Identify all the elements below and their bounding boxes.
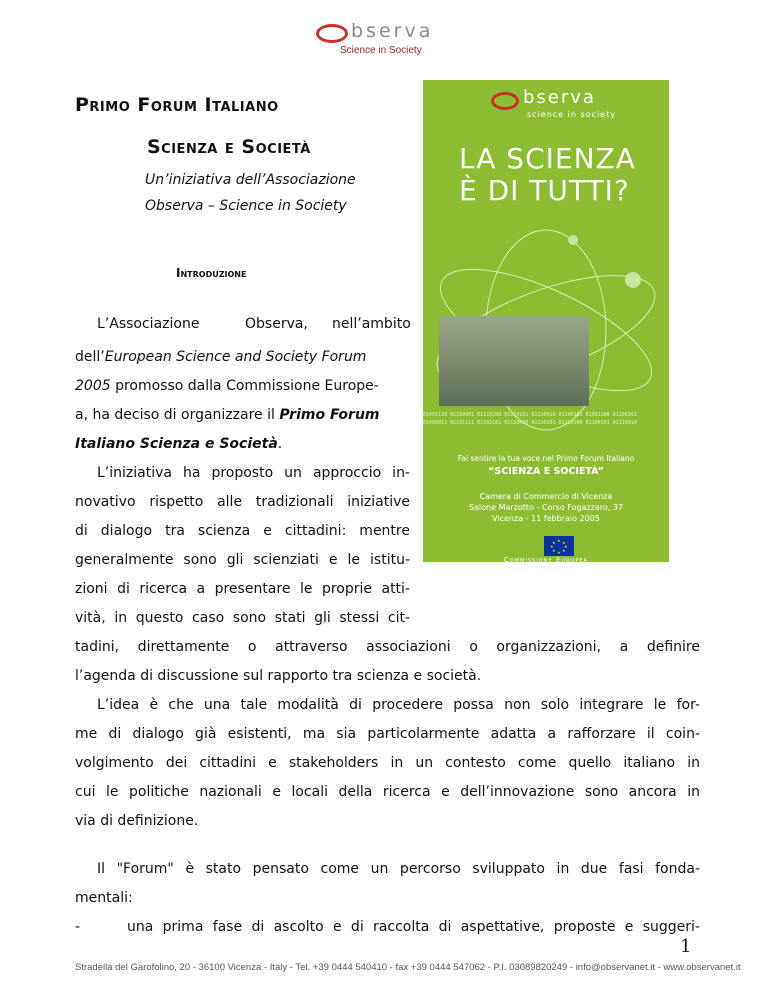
text-run: promosso dalla Commissione Europe- (110, 378, 379, 394)
poster-logo-wordmark: bserva (523, 87, 596, 108)
poster-eu-label: Commissione Europea (504, 556, 588, 562)
event-poster-image (423, 80, 669, 562)
paragraph-line: volgimento dei cittadini e stakeholders in un contesto come quello italiano in (75, 755, 700, 771)
poster-event-name: “SCIENZA E SOCIETÀ” (488, 466, 604, 477)
paragraph-line (75, 407, 410, 424)
emphasis: 2005 (75, 378, 111, 394)
paragraph-line: mentali: (75, 890, 133, 906)
document-title-line-2: Scienza e Società (147, 136, 311, 158)
word: L’Associazione (97, 316, 200, 332)
strong-emphasis: Primo Forum (279, 407, 380, 423)
paragraph-line: zioni di ricerca a presentare le proprie atti- (75, 581, 410, 597)
paragraph-line: tadini, direttamente o attraverso associazioni o organizzazioni, a definire (75, 639, 700, 655)
paragraph-line: via di definizione. (75, 813, 199, 829)
emphasis: European Science and Society Forum (104, 349, 367, 365)
list-item-line: una prima fase di ascolto e di raccolta di aspettative, proposte e suggeri- (127, 919, 700, 935)
paragraph-line (75, 378, 410, 395)
subtitle-line-2: Observa – Science in Society (145, 198, 347, 214)
paragraph-line: di dialogo tra scienza e cittadini: mentre (75, 523, 410, 539)
poster-venue-line-1: Camera di Commercio di Vicenza (479, 492, 613, 501)
word: nell’ambito (332, 316, 411, 332)
paragraph-line: cui le politiche nazionali e locali della ricerca e dell’innovazione sono ancora in (75, 784, 700, 800)
list-marker: - (75, 919, 81, 935)
word: Observa, (245, 316, 308, 332)
header-logo (316, 22, 456, 58)
poster-people-photo (439, 316, 589, 406)
poster-invite-text: Fai sentire la tua voce nel Primo Forum Italiano (457, 454, 635, 463)
paragraph-line: L’iniziativa ha proposto un approccio in- (97, 465, 410, 481)
paragraph-line (75, 349, 410, 366)
paragraph-line: novativo rispetto alle tradizionali iniziative (75, 494, 410, 510)
logo-o-ring-icon (316, 24, 348, 43)
poster-logo-tagline: science in society (527, 110, 616, 119)
paragraph-line: generalmente sono gli scienziati e le istitu- (75, 552, 410, 568)
paragraph-line (75, 436, 410, 453)
text-run: . (277, 436, 283, 452)
paragraph-line: L’idea è che una tale modalità di procedere possa non solo integrare le for- (97, 697, 700, 713)
footer-contact: Stradella del Garofolino, 20 - 36100 Vicenza - Italy - Tel. +39 0444 540410 - fax +39 0444 547062 - P.I. 03089820249 - info@observanet.it - www.observanet.it (75, 962, 741, 973)
strong-emphasis: Italiano Scienza e Società (75, 436, 278, 452)
poster-headline-line-1: LA SCIENZA (459, 142, 636, 175)
page-number: 1 (680, 936, 692, 957)
logo-wordmark: bserva (351, 20, 434, 42)
logo-tagline: Science in Society (340, 45, 422, 56)
eu-flag-icon: ★ ★ ★ ★ ★ ★ ★ ★ (544, 536, 574, 556)
section-heading: Introduzione (176, 266, 247, 280)
poster-logo-o-ring-icon (491, 92, 519, 110)
subtitle-line-1: Un’iniziativa dell’Associazione (145, 172, 356, 188)
text-run: dell’ (75, 349, 105, 365)
poster-binary-strip: 01001110 01100001 01110100 01110101 01110010 01100101 01001100 01100101 (423, 412, 637, 418)
poster-logo (491, 87, 661, 120)
poster-venue-line-3: Vicenza - 11 febbraio 2005 (492, 514, 600, 523)
paragraph-line: l’agenda di discussione sul rapporto tra scienza e società. (75, 668, 482, 684)
paragraph-line: vità, in questo caso sono stati gli stessi cit- (75, 610, 410, 626)
poster-binary-strip: 01000011 01101111 01101101 01110000 01110101 01110100 01100101 01110010 (423, 420, 637, 426)
paragraph-line: Il "Forum" è stato pensato come un percorso sviluppato in due fasi fonda- (97, 861, 700, 877)
paragraph-line: me di dialogo già esistenti, ma sia particolarmente adatta a rafforzare il coin- (75, 726, 700, 742)
poster-venue-line-2: Salone Marzotto - Corso Fogazzaro, 37 (468, 503, 624, 512)
document-title-line-1: Primo Forum Italiano (75, 94, 279, 116)
text-run: a, ha deciso di organizzare il (75, 407, 280, 423)
poster-headline-line-2: È DI TUTTI? (459, 174, 630, 207)
